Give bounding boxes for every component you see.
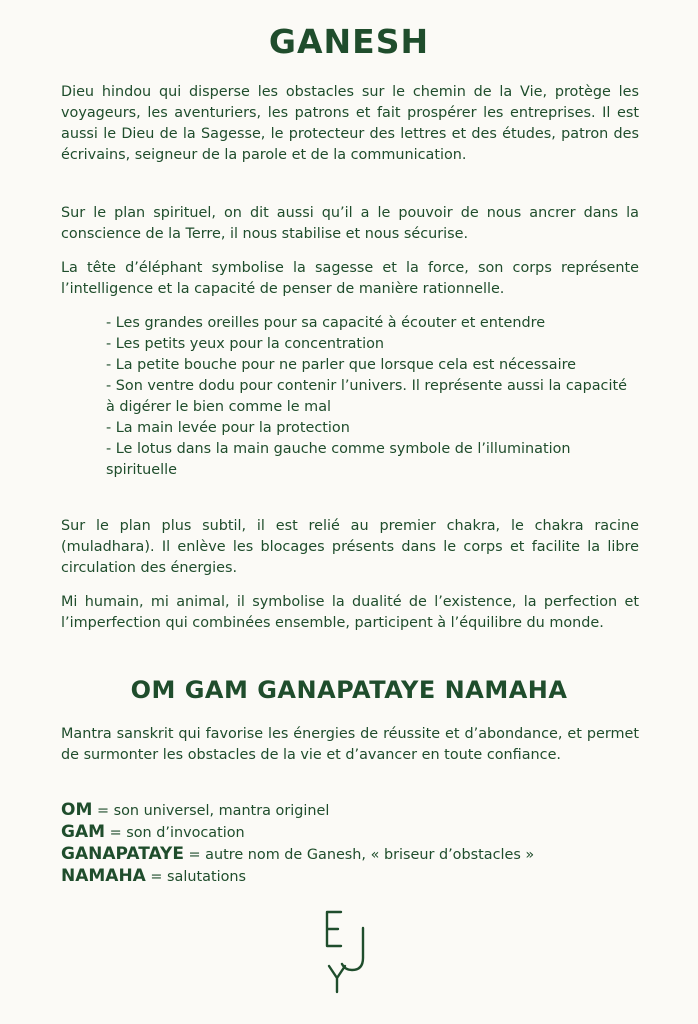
list-item: - Le lotus dans la main gauche comme symbole de l’illumination spirituelle	[106, 441, 571, 478]
traits-list	[106, 313, 636, 481]
glossary-definition: = son universel, mantra originel	[92, 803, 330, 819]
list-item: - La petite bouche pour ne parler que lorsque cela est nécessaire	[106, 357, 577, 373]
mantra-description: Mantra sanskrit qui favorise les énergies de réussite et d’abondance, et permet de surmonter les obstacles de la vie et d’avancer en toute confiance.	[61, 726, 639, 763]
glossary-term: OM	[61, 800, 93, 820]
glossary-definition: = autre nom de Ganesh, « briseur d’obstacles »	[183, 847, 535, 863]
glossary-term: GANAPATAYE	[61, 844, 184, 864]
list-item: - Les petits yeux pour la concentration	[106, 336, 384, 352]
glossary-row	[61, 800, 661, 822]
monogram-logo-icon	[319, 906, 379, 996]
mantra-title: OM GAM GANAPATAYE NAMAHA	[130, 676, 568, 704]
symbolism-paragraph: La tête d’éléphant symbolise la sagesse et la force, son corps représente l’intelligence et la capacité de penser de manière rationnelle.	[61, 260, 639, 297]
glossary-term: GAM	[61, 822, 106, 842]
mantra-glossary	[61, 800, 661, 888]
intro-paragraph: Dieu hindou qui disperse les obstacles sur le chemin de la Vie, protège les voyageurs, les aventuriers, les patrons et fait prospérer les entreprises. Il est aussi le Dieu de la Sagesse, le protecteur des lettres et des études, patron des écrivains, seigneur de la parole et de la communication.	[61, 84, 639, 163]
glossary-row	[61, 822, 661, 844]
glossary-definition: = son d’invocation	[105, 825, 245, 841]
chakra-paragraph: Sur le plan plus subtil, il est relié au premier chakra, le chakra racine (muladhara). Il enlève les blocages présents dans le corps et facilite la libre circulation des énergies.	[61, 518, 639, 576]
duality-paragraph: Mi humain, mi animal, il symbolise la dualité de l’existence, la perfection et l’imperfection qui combinées ensemble, participent à l’équilibre du monde.	[61, 594, 639, 631]
glossary-term: NAMAHA	[61, 866, 146, 886]
spiritual-paragraph: Sur le plan spirituel, on dit aussi qu’il a le pouvoir de nous ancrer dans la conscience de la Terre, il nous stabilise et nous sécurise.	[61, 205, 639, 242]
glossary-definition: = salutations	[145, 869, 247, 885]
page-title: GANESH	[268, 22, 430, 61]
list-item: - La main levée pour la protection	[106, 420, 350, 436]
list-item: - Son ventre dodu pour contenir l’univers. Il représente aussi la capacité à digérer le bien comme le mal	[106, 378, 627, 415]
glossary-row	[61, 844, 661, 866]
list-item: - Les grandes oreilles pour sa capacité à écouter et entendre	[106, 315, 546, 331]
glossary-row	[61, 866, 661, 888]
